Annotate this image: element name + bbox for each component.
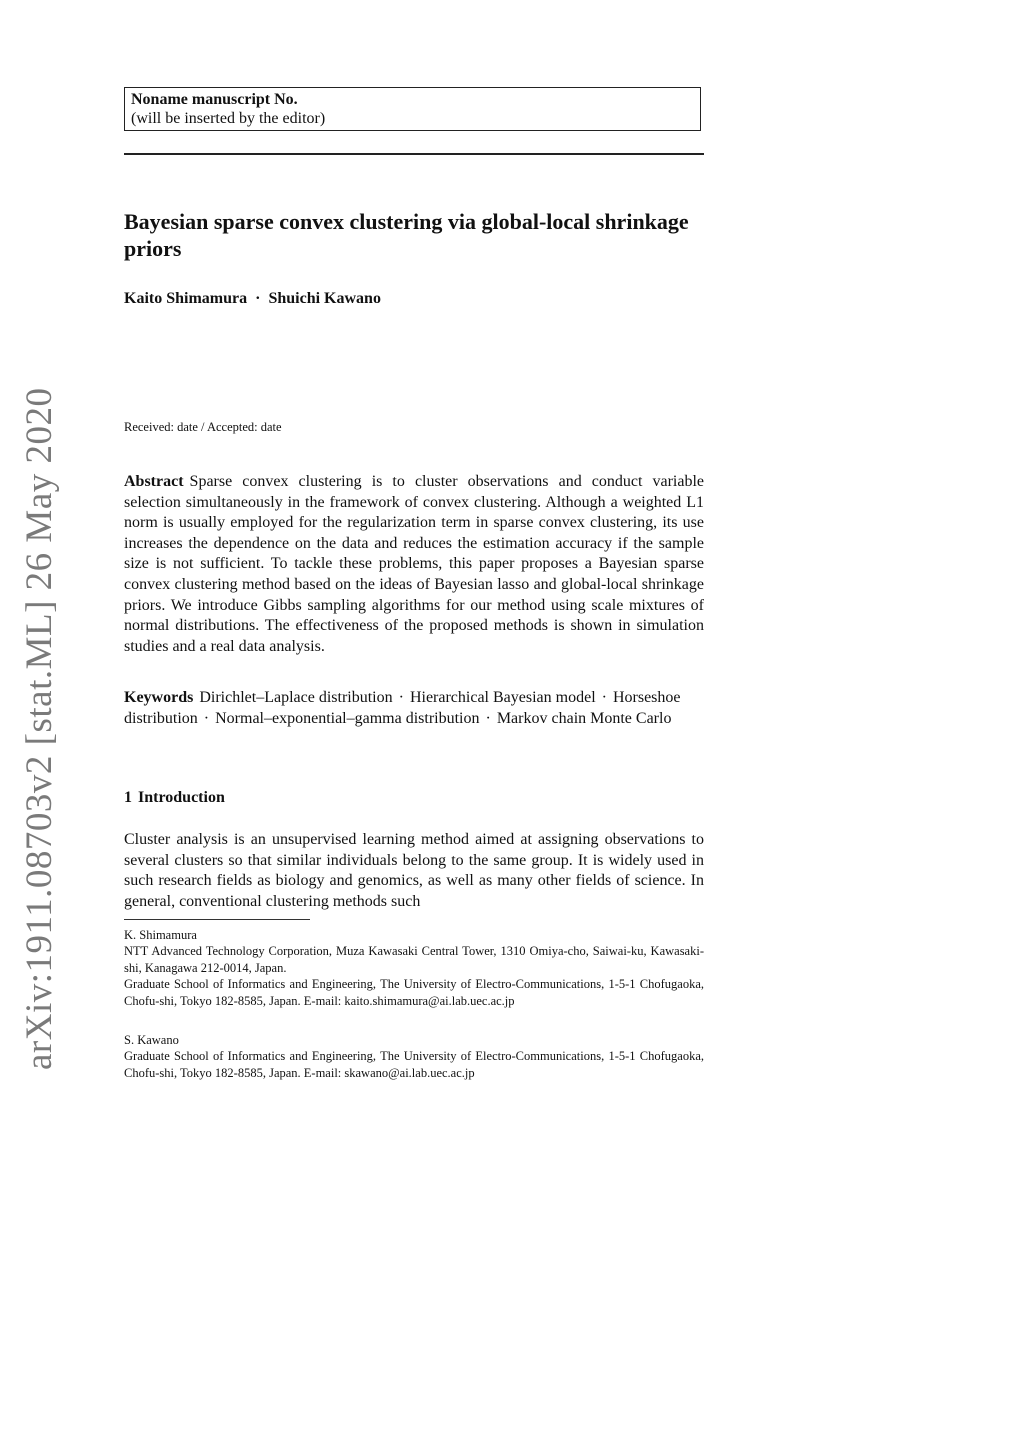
footnote-author-name: K. Shimamura	[124, 928, 197, 942]
author-footnote	[124, 927, 704, 1009]
keyword-separator: ·	[601, 689, 607, 706]
author-name: Shuichi Kawano	[268, 290, 381, 307]
received-accepted-dates: Received: date / Accepted: date	[124, 420, 282, 434]
section-title: Introduction	[138, 789, 225, 806]
footnote-affiliation: NTT Advanced Technology Corporation, Muza Kawasaki Central Tower, 1310 Omiya-cho, Saiwai-ku, Kawasaki-shi, Kanagawa 212-0014, Japan.	[124, 944, 704, 975]
paper-title: Bayesian sparse convex clustering via global-local shrinkage priors	[124, 209, 689, 261]
footnote-rule	[124, 919, 310, 920]
author-separator: ·	[255, 290, 261, 307]
footnote-author-name: S. Kawano	[124, 1033, 179, 1047]
keyword: Horseshoe distribution	[124, 689, 681, 727]
author-list	[124, 290, 704, 308]
arxiv-identifier-stamp: arXiv:1911.08703v2 [stat.ML] 26 May 2020	[19, 387, 60, 1070]
keywords	[124, 688, 704, 729]
keywords-label: Keywords	[124, 689, 194, 706]
abstract	[124, 472, 704, 657]
introduction-paragraph: Cluster analysis is an unsupervised learning method aimed at assigning observations to several clusters so that similar individuals belong to the same group. It is widely used in such research fields as biology and genomics, as well as many other fields of science. In general, conventional clustering methods such	[124, 831, 704, 910]
footnote-affiliation: Graduate School of Informatics and Engineering, The University of Electro-Communications, 1-5-1 Chofugaoka, Chofu-shi, Tokyo 182-8585, Japan. E-mail: skawano@ai.lab.uec.ac.jp	[124, 1049, 704, 1080]
abstract-text: Sparse convex clustering is to cluster observations and conduct variable selection simultaneously in the framework of convex clustering. Although a weighted L1 norm is usually employed for the regularization term in sparse convex clustering, its use increases the dependence on the data and reduces the estimation accuracy if the sample size is not sufficient. To tackle these problems, this paper proposes a Bayesian sparse convex clustering method based on the ideas of Bayesian lasso and global-local shrinkage priors. We introduce Gibbs sampling algorithms for our method using scale mixtures of normal distributions. The effectiveness of the proposed methods is shown in simulation studies and a real data analysis.	[124, 473, 704, 655]
manuscript-number-label: Noname manuscript No.	[131, 91, 298, 108]
keyword: Hierarchical Bayesian model	[409, 689, 596, 706]
footnote-affiliation: Graduate School of Informatics and Engineering, The University of Electro-Communications, 1-5-1 Chofugaoka, Chofu-shi, Tokyo 182-8585, Japan. E-mail: kaito.shimamura@ai.lab.uec.ac.jp	[124, 977, 704, 1008]
author-footnote	[124, 1032, 704, 1081]
editor-insert-note: (will be inserted by the editor)	[131, 110, 326, 127]
keyword: Dirichlet–Laplace distribution	[199, 689, 393, 706]
keyword: Markov chain Monte Carlo	[496, 709, 672, 727]
keyword-separator: ·	[203, 709, 210, 727]
section-heading	[124, 789, 225, 807]
author-name: Kaito Shimamura	[124, 290, 248, 307]
section-number: 1	[124, 789, 132, 806]
header-rule	[124, 153, 704, 155]
keyword: Normal–exponential–gamma distribution	[215, 709, 480, 727]
keyword-separator: ·	[485, 709, 491, 727]
manuscript-number-box	[124, 87, 701, 131]
keyword-separator: ·	[398, 689, 404, 706]
abstract-label: Abstract	[124, 473, 184, 490]
